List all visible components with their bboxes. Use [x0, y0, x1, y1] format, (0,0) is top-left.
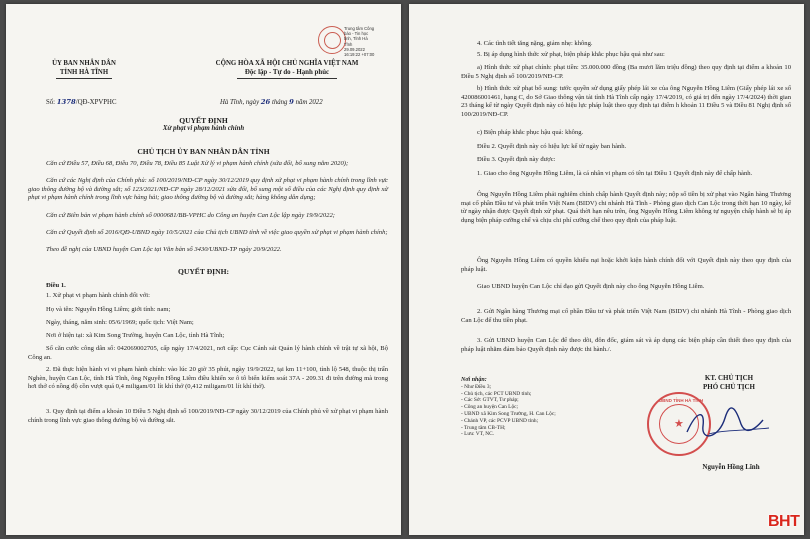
receipt-stamp-icon	[318, 26, 346, 54]
violator-dob: Ngày, tháng, năm sinh: 05/6/1969; quốc tịch: Việt Nam;	[46, 319, 194, 326]
issuing-authority	[24, 60, 144, 79]
article-3-delivery: Giao UBND huyện Can Lộc chỉ đạo gửi Quyết định này cho ông Nguyễn Hồng Liêm.	[477, 283, 705, 290]
recipient: - UBND xã Kim Song Trường, H. Can Lộc;	[461, 410, 556, 417]
document-title: QUYẾT ĐỊNH	[179, 116, 228, 125]
date-mid: tháng	[271, 99, 288, 106]
item-5a: a) Hình thức xử phạt chính: phạt tiền: 35.000.000 đồng (Ba mươi lăm triệu đồng) theo quy định tại điểm a khoản 10 Điều 5 Nghị định số 100/2019/NĐ-CP.	[461, 64, 791, 80]
receipt-line: Trung tâm Công	[344, 26, 375, 31]
number-suffix: /QĐ-XPVPHC	[75, 99, 117, 106]
recipient: - Chủ tịch, các PCT UBND tỉnh;	[461, 390, 532, 397]
legal-basis-5: Theo đề nghị của UBND huyện Can Lộc tại Văn bản số 3430/UBND-TP ngày 20/9/2022.	[46, 246, 282, 253]
issue-date	[220, 98, 323, 106]
decision-page-1	[6, 4, 401, 535]
date-month: 9	[289, 98, 294, 106]
signature-icon	[679, 404, 779, 444]
recipient: - Công an huyện Can Lộc;	[461, 404, 519, 411]
date-day: 26	[260, 98, 271, 106]
number-value: 1378	[56, 98, 76, 106]
legal-basis-3: Căn cứ Biên bản vi phạm hành chính số 0000681/BB-VPHC do Công an huyện Can Lộc lập ngày 19/9/2022;	[46, 212, 335, 219]
star-icon: ★	[674, 418, 684, 430]
legal-basis-2: Căn cứ các Nghị định của Chính phủ: số 100/2019/NĐ-CP ngày 30/12/2019 quy định xử phạt vi phạm hành chính trong lĩnh vực giao thông đường bộ và đường sắt; số 123/2021/NĐ-CP ngày 28/12/2021 sửa đổi, bổ sung một số điều của các Nghị định quy định xử phạt vi phạm hành chính trong lĩnh vực hàng hải; giao thông đường bộ và đường sắt; hàng không dân dụng;	[28, 177, 388, 202]
recipient: - Các Sở: GTVT, Tư pháp;	[461, 397, 519, 404]
recipient: - Như Điều 3;	[461, 383, 492, 390]
article-3: Điều 3. Quyết định này được:	[477, 156, 556, 163]
divider	[56, 78, 112, 79]
receipt-line: Tĩnh	[344, 41, 353, 47]
recipient: - Trung tâm CB-TH;	[461, 424, 506, 431]
article-3-appeal: Ông Nguyễn Hồng Liêm có quyền khiếu nại hoặc khởi kiện hành chính đối với Quyết định này theo quy định của pháp luật.	[461, 257, 791, 273]
article-3-item-1: 1. Giao cho ông Nguyễn Hồng Liêm, là cá nhân vi phạm có tên tại Điều 1 Quyết định này để chấp hành.	[477, 170, 753, 177]
violator-name: Họ và tên: Nguyễn Hồng Liêm; giới tính: nam;	[46, 306, 171, 313]
legal-basis-4: Căn cứ Quyết định số 2016/QĐ-UBND ngày 10/5/2021 của Chủ tịch UBND tỉnh về việc giao quyền xử phạt vi phạm hành chính;	[46, 229, 388, 236]
authority-line: TỈNH HÀ TĨNH	[59, 68, 109, 76]
recipients-heading: Nơi nhận:	[461, 377, 487, 383]
document-number	[46, 98, 117, 106]
item-4: 4. Các tình tiết tăng nặng, giảm nhẹ: không.	[477, 40, 593, 47]
article-1-item-1: 1. Xử phạt vi phạm hành chính đối với:	[46, 292, 150, 299]
date-suffix: năm 2022	[295, 99, 323, 106]
article-1-item-3: 3. Quy định tại điểm a khoản 10 Điều 5 Nghị định số 100/2019/NĐ-CP ngày 30/12/2019 của Chính phủ về xử phạt vi phạm hành chính trong lĩnh vực giao thông đường bộ và đường sắt.	[28, 408, 388, 424]
receipt-stamp-text	[344, 26, 394, 57]
signer-name: Nguyễn Hồng Lĩnh	[702, 463, 760, 471]
item-5: 5. Bị áp dụng hình thức xử phạt, biện pháp khắc phục hậu quả như sau:	[477, 51, 665, 58]
item-5b: b) Hình thức xử phạt bổ sung: tước quyền sử dụng giấy phép lái xe của ông Nguyễn Hồng Liêm (Giấy phép lái xe số 420086001461, hạng C, do Sở Giao thông vận tải tỉnh Hà Tĩnh cấp ngày 17/4/2019, có giá trị đến ngày 17/4/2024) thời gian 23 tháng kể từ ngày Quyết định này có hiệu lực pháp luật theo quy định tại điểm h khoản 11 Điều 5 và Điều 81 Nghị định số 100/2019/NĐ-CP.	[461, 85, 791, 118]
document-subtitle: Xử phạt vi phạm hành chính	[162, 125, 245, 132]
legal-basis-1: Căn cứ Điều 57, Điều 68, Điều 70, Điều 78, Điều 85 Luật Xử lý vi phạm hành chính (sửa đổi, bổ sung năm 2020);	[46, 160, 349, 167]
signature-line-1: KT. CHỦ TỊCH	[704, 374, 754, 382]
article-3-item-2: 2. Gửi Ngân hàng Thương mại cổ phần Đầu tư và phát triển Việt Nam (BIDV) chi nhánh Hà Tĩnh - Phòng giao dịch Can Lộc để thu tiền phạt.	[461, 308, 791, 324]
national-header	[182, 60, 392, 79]
number-label: Số:	[46, 99, 56, 106]
decision-heading: QUYẾT ĐỊNH:	[177, 267, 230, 276]
receipt-line: tỉnh, Tỉnh Hà	[344, 36, 368, 42]
nation-motto: Độc lập - Tự do - Hạnh phúc	[244, 68, 330, 76]
recipient: - Lưu: VT, NC.	[461, 431, 495, 438]
bht-watermark-logo: BHT	[768, 513, 800, 530]
signature-line-2: PHÓ CHỦ TỊCH	[703, 382, 755, 391]
signature-block-title	[659, 374, 799, 391]
recipients-list	[461, 377, 601, 438]
article-2: Điều 2. Quyết định này có hiệu lực kể từ ngày ban hành.	[477, 143, 627, 150]
recipient: - Chánh VP, các PCVP UBND tỉnh;	[461, 417, 539, 424]
receipt-line: 16:19:22 +07:00	[344, 52, 375, 58]
issuer-title: CHỦ TỊCH ỦY BAN NHÂN DÂN TỈNH	[137, 147, 270, 156]
violator-address: Nơi ở hiện tại: xã Kim Song Trường, huyện Can Lộc, tỉnh Hà Tĩnh;	[46, 332, 225, 339]
receipt-line: báo - Tin học	[344, 31, 369, 37]
seal-text: UBND TỈNH HÀ TĨNH	[658, 398, 704, 403]
article-3-item-3: 3. Gửi UBND huyện Can Lộc để theo dõi, đôn đốc, giám sát và áp dụng các biện pháp cần thiết theo quy định của pháp luật nhằm đảm bảo Quyết định này được thi hành./.	[461, 337, 791, 353]
authority-line: ỦY BAN NHÂN DÂN	[52, 60, 116, 67]
article-1-heading: Điều 1.	[46, 282, 66, 289]
article-1-item-2: 2. Đã thực hiện hành vi vi phạm hành chính: vào lúc 20 giờ 35 phút, ngày 19/9/2022, tại km 11+100, tỉnh lộ 548, thuộc thị trấn Nghèn, huyện Can Lộc, tỉnh Hà Tĩnh, ông Nguyễn Hồng Liêm điều khiển xe ô tô biển kiểm soát 37A - 209.31 đi trên đường mà trong hơi thở có nồng độ cồn vượt quá 0,4 miligam/01 lít khí thở (0,412 miligam/01 lít khí thở).	[28, 366, 388, 391]
article-3-payment: Ông Nguyễn Hồng Liêm phải nghiêm chỉnh chấp hành Quyết định này; nộp số tiền bị xử phạt vào Ngân hàng Thương mại cổ phần Đầu tư và phát triển Việt Nam (BIDV) chi nhánh Hà Tĩnh - Phòng giao dịch Can Lộc trong thời hạn 10 ngày, kể từ ngày nhận được Quyết định xử phạt. Quá thời hạn nêu trên, ông Nguyễn Hồng Liêm không tự nguyện chấp hành sẽ bị áp dụng biện pháp cưỡng chế và chịu chi phí cưỡng chế theo quy định của pháp luật.	[461, 191, 791, 224]
decision-page-2	[409, 4, 804, 535]
item-5c: c) Biện pháp khắc phục hậu quả: không.	[477, 129, 584, 136]
nation-name: CỘNG HÒA XÃ HỘI CHỦ NGHĨA VIỆT NAM	[215, 60, 359, 67]
violator-id: Số căn cước công dân số: 042069002705, cấp ngày 17/4/2021, nơi cấp: Cục Cảnh sát Quản lý hành chính về trật tự xã hội, Bộ Công an.	[28, 345, 388, 361]
divider	[237, 78, 337, 79]
date-prefix: Hà Tĩnh, ngày	[220, 99, 260, 106]
receipt-line: 29.09.2022	[344, 46, 365, 52]
